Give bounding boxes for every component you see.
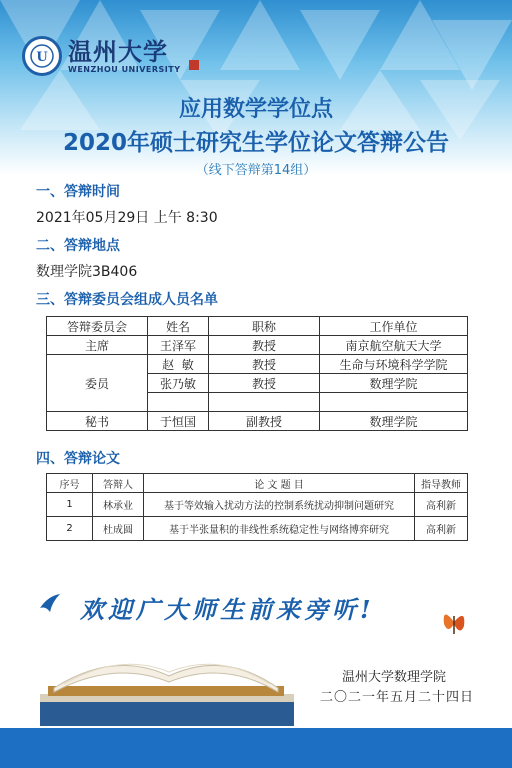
title-cell: 教授 bbox=[209, 355, 320, 374]
header-cell: 工作单位 bbox=[320, 317, 468, 336]
welcome-slogan: 欢迎广大师生前来旁听! bbox=[80, 595, 375, 624]
org-cell bbox=[320, 393, 468, 412]
table-header-row bbox=[47, 317, 468, 336]
defense-place: 数理学院3B406 bbox=[36, 264, 138, 280]
university-name-en: WENZHOU UNIVERSITY bbox=[68, 64, 181, 74]
header-cell: 答辩人 bbox=[93, 474, 144, 493]
org-cell: 南京航空航天大学 bbox=[320, 336, 468, 355]
title-cell: 教授 bbox=[209, 336, 320, 355]
page-subtitle: （线下答辩第14组） bbox=[195, 163, 317, 178]
name-cell: 于恒国 bbox=[148, 412, 209, 431]
title-cell: 副教授 bbox=[209, 412, 320, 431]
name-cell bbox=[148, 393, 209, 412]
university-name-cn: 温州大学 bbox=[68, 36, 168, 66]
topic-cell: 基于半张量积的非线性系统稳定性与网络博弈研究 bbox=[144, 517, 415, 541]
thesis-table bbox=[46, 473, 468, 541]
butterfly-icon bbox=[440, 604, 468, 640]
number-cell: 1 bbox=[47, 493, 93, 517]
advisor-cell: 高利新 bbox=[415, 493, 468, 517]
table-row bbox=[47, 517, 468, 541]
defense-time: 2021年05月29日 上午 8:30 bbox=[36, 210, 218, 226]
section-thesis-heading: 四、答辩论文 bbox=[36, 451, 120, 467]
header-cell: 论 文 题 目 bbox=[144, 474, 415, 493]
page-title-line2: 2020年硕士研究生学位论文答辩公告 bbox=[62, 130, 449, 156]
university-logo bbox=[22, 32, 192, 80]
number-cell: 2 bbox=[47, 517, 93, 541]
header-cell: 指导教师 bbox=[415, 474, 468, 493]
bottom-bar bbox=[0, 728, 512, 768]
table-header-row bbox=[47, 474, 468, 493]
university-emblem-icon bbox=[22, 36, 62, 76]
table-row bbox=[47, 336, 468, 355]
org-cell: 数理学院 bbox=[320, 374, 468, 393]
table-row bbox=[47, 412, 468, 431]
committee-table bbox=[46, 316, 468, 431]
org-cell: 生命与环境科学学院 bbox=[320, 355, 468, 374]
table-row bbox=[47, 493, 468, 517]
role-cell: 秘书 bbox=[47, 412, 148, 431]
student-cell: 杜成圆 bbox=[93, 517, 144, 541]
name-cell: 赵 敏 bbox=[148, 355, 209, 374]
name-cell: 王泽军 bbox=[148, 336, 209, 355]
header-cell: 答辩委员会 bbox=[47, 317, 148, 336]
header-cell: 职称 bbox=[209, 317, 320, 336]
table-row bbox=[47, 355, 468, 374]
header-cell: 序号 bbox=[47, 474, 93, 493]
section-place-heading: 二、答辩地点 bbox=[36, 238, 120, 254]
org-cell: 数理学院 bbox=[320, 412, 468, 431]
advisor-cell: 高利新 bbox=[415, 517, 468, 541]
signer-name: 温州大学数理学院 bbox=[342, 670, 447, 685]
title-cell bbox=[209, 393, 320, 412]
book-illustration-icon bbox=[34, 630, 304, 730]
notice-date: 二〇二一年五月二十四日 bbox=[320, 690, 475, 705]
role-cell: 主席 bbox=[47, 336, 148, 355]
role-cell: 委员 bbox=[47, 355, 148, 412]
student-cell: 林承业 bbox=[93, 493, 144, 517]
section-committee-heading: 三、答辩委员会组成人员名单 bbox=[36, 292, 218, 308]
topic-cell: 基于等效输入扰动方法的控制系统扰动抑制问题研究 bbox=[144, 493, 415, 517]
section-time-heading: 一、答辩时间 bbox=[36, 184, 120, 200]
seal-stamp-icon bbox=[189, 60, 199, 70]
page-title-line1: 应用数学学位点 bbox=[178, 97, 333, 122]
name-cell: 张乃敏 bbox=[148, 374, 209, 393]
bird-icon bbox=[38, 592, 62, 614]
svg-text:U: U bbox=[36, 50, 48, 65]
header-cell: 姓名 bbox=[148, 317, 209, 336]
title-cell: 教授 bbox=[209, 374, 320, 393]
